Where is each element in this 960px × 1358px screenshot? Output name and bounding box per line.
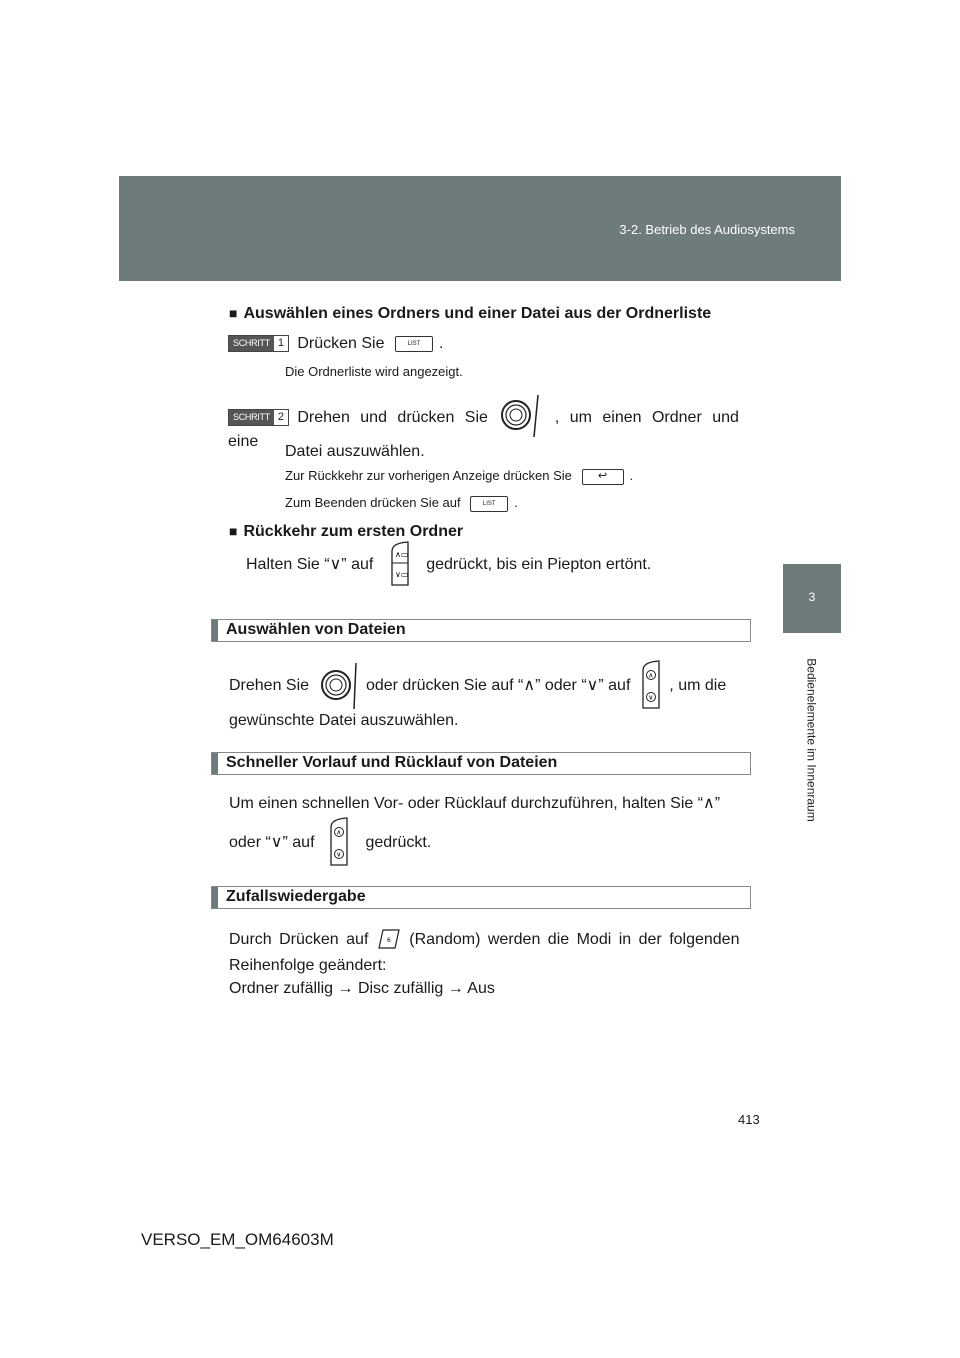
back-button-icon: ↩ bbox=[582, 469, 624, 485]
step-1-text-b: . bbox=[438, 335, 444, 352]
select-files-text-line1: Drehen Sie oder drücken Sie auf “∧” oder “∨” auf ∧ ∨ , um die bbox=[229, 674, 747, 698]
svg-text:∨: ∨ bbox=[336, 850, 342, 859]
step-2-note-1: Zur Rückkehr zur vorherigen Anzeige drücken Sie ↩ . bbox=[285, 468, 634, 483]
heading-return-first-folder bbox=[229, 523, 463, 541]
header-section-title: 3-2. Betrieb des Audiosystems bbox=[619, 222, 795, 237]
square-bullet-icon: ■ bbox=[229, 523, 238, 539]
step-2-text-a: Drehen und drücken Sie bbox=[297, 409, 488, 426]
folder-up-down-switch-icon bbox=[382, 541, 418, 587]
square-bullet-icon: ■ bbox=[229, 305, 238, 321]
step-2-text-c: Datei auszuwählen. bbox=[285, 443, 425, 460]
step-1-badge: SCHRITT 1 bbox=[228, 335, 289, 352]
step-1-note: Die Ordnerliste wird angezeigt. bbox=[285, 364, 463, 379]
fast-forward-text-line2: oder “∨” auf ∧ ∨ gedrückt. bbox=[229, 831, 431, 855]
fast-forward-text-line1: Um einen schnellen Vor- oder Rücklauf durchzuführen, halten Sie “∧” bbox=[229, 795, 721, 812]
heading-select-folder-text: Auswählen eines Ordners und einer Datei aus der Ordnerliste bbox=[243, 305, 712, 322]
step-1 bbox=[228, 332, 443, 356]
random-text-line3: Ordner zufällig → Disc zufällig → Aus bbox=[229, 980, 495, 997]
chapter-number-tab: 3 bbox=[783, 564, 841, 633]
svg-text:∨: ∨ bbox=[648, 693, 654, 702]
random-text-line1: Durch Drücken auf 6 (Random) werden die Modi in der folgenden bbox=[229, 928, 747, 952]
header-band bbox=[119, 176, 841, 281]
section-bar-random-playback bbox=[211, 886, 751, 909]
heading-select-folder bbox=[229, 305, 711, 323]
chapter-title: Bedienelemente im Innenraum bbox=[805, 658, 819, 822]
svg-text:∨▭: ∨▭ bbox=[394, 570, 409, 579]
step-2-text-b: , um einen Ordner und eine bbox=[228, 409, 739, 450]
tune-select-knob-icon bbox=[492, 393, 550, 437]
section-title-select-files: Auswählen von Dateien bbox=[226, 621, 406, 638]
chapter-title-vertical bbox=[783, 640, 841, 840]
svg-text:∧: ∧ bbox=[648, 671, 654, 680]
heading-return-first-folder-text: Rückkehr zum ersten Ordner bbox=[243, 523, 464, 540]
section-title-random-playback: Zufallswiedergabe bbox=[226, 888, 366, 905]
document-code: VERSO_EM_OM64603M bbox=[141, 1230, 334, 1249]
svg-text:∧▭: ∧▭ bbox=[394, 550, 409, 559]
return-first-folder-text: Halten Sie “∨” auf ∧▭ ∨▭ gedrückt, bis ein Piepton ertönt. bbox=[246, 553, 651, 577]
section-title-fast-forward-rewind: Schneller Vorlauf und Rücklauf von Dateien bbox=[226, 754, 558, 771]
svg-text:6: 6 bbox=[386, 936, 391, 944]
steering-seek-switch-icon bbox=[323, 817, 357, 867]
list-button-icon: LIST bbox=[395, 336, 433, 352]
random-text-line2: Reihenfolge geändert: bbox=[229, 957, 387, 974]
section-bar-fast-forward-rewind bbox=[211, 752, 751, 775]
list-button-icon: LIST bbox=[470, 496, 508, 512]
section-bar-select-files bbox=[211, 619, 751, 642]
step-2-note-2: Zum Beenden drücken Sie auf LIST . bbox=[285, 495, 518, 510]
tune-select-knob-icon bbox=[314, 661, 362, 709]
random-button-icon bbox=[376, 928, 402, 950]
steering-seek-switch-icon bbox=[635, 660, 665, 710]
step-2-badge: SCHRITT 2 bbox=[228, 409, 289, 426]
step-1-text-a: Drücken Sie bbox=[297, 335, 385, 352]
page-number: 413 bbox=[738, 1112, 760, 1127]
svg-text:∧: ∧ bbox=[336, 828, 342, 837]
select-files-text-line2: gewünschte Datei auszuwählen. bbox=[229, 712, 459, 729]
